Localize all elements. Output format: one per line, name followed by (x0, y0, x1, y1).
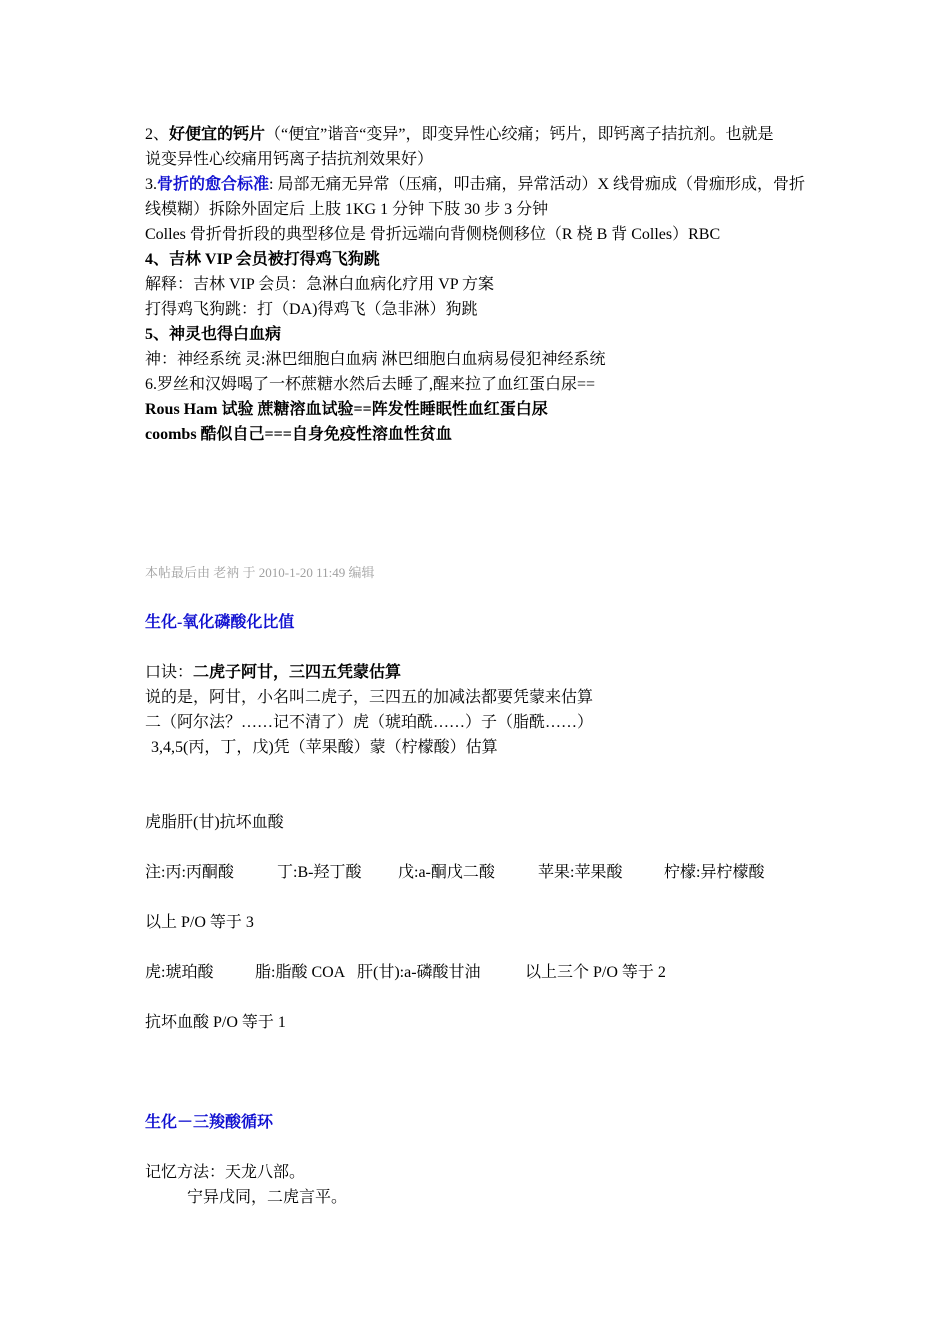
text-line (145, 960, 825, 985)
note-item: 以上三个 P/O 等于 2 (525, 964, 666, 981)
text-line: 解释：吉林 VIP 会员：急淋白血病化疗用 VP 方案 (145, 276, 495, 293)
text-line: Rous Ham 试验 蔗糖溶血试验==阵发性睡眠性血红蛋白尿 (145, 401, 548, 418)
text-line: 说变异性心绞痛用钙离子拮抗剂效果好） (145, 151, 434, 168)
mnemonic-heading: 神灵也得白血病 (169, 326, 282, 343)
text-line: 线模糊）拆除外固定后 上肢 1KG 1 分钟 下肢 30 步 3 分钟 (145, 201, 549, 218)
section-title: 生化－三羧酸循环 (145, 1114, 274, 1131)
item-number: 2、 (145, 126, 170, 143)
note-item: 虎:琥珀酸 (145, 964, 214, 981)
highlighted-heading: 骨折的愈合标准 (157, 176, 270, 193)
text-line: 宁异戊同，二虎言平。 (187, 1189, 348, 1206)
text-line: 说的是，阿甘，小名叫二虎子，三四五的加减法都要凭蒙来估算 (145, 689, 594, 706)
text-line (145, 122, 825, 147)
note-item: 苹果:苹果酸 (538, 864, 623, 881)
text-line: 抗坏血酸 P/O 等于 1 (145, 1014, 286, 1031)
mnemonic-label: 口诀： (145, 664, 194, 681)
text-line: 3,4,5(丙，丁，戊)凭（苹果酸）蒙（柠檬酸）估算 (151, 739, 498, 756)
text-line: coombs 酷似自己===自身免疫性溶血性贫血 (145, 426, 452, 443)
text-line: 打得鸡飞狗跳：打（DA)得鸡飞（急非淋）狗跳 (145, 301, 478, 318)
note-item: 柠檬:异柠檬酸 (664, 864, 765, 881)
note-item: 脂:脂酸 COA (255, 964, 346, 981)
text-line: 虎脂肝(甘)抗坏血酸 (145, 814, 284, 831)
text-line: Colles 骨折骨折段的典型移位是 骨折远端向背侧桡侧移位（R 桡 B 背 Colles）RBC (145, 226, 721, 243)
text-span: （“便宜”谐音“变异”，即变异性心绞痛；钙片，即钙离子拮抗剂。也就是 (265, 126, 774, 143)
note-item: 戊:a-酮戊二酸 (398, 864, 495, 881)
item-number: 4、 (145, 251, 170, 268)
text-line: 神：神经系统 灵:淋巴细胞白血病 淋巴细胞白血病易侵犯神经系统 (145, 351, 606, 368)
item-number: 3. (145, 176, 157, 193)
edit-note: 本帖最后由 老衲 于 2010-1-20 11:49 编辑 (145, 565, 375, 580)
mnemonic-heading: 吉林 VIP 会员被打得鸡飞狗跳 (169, 251, 380, 268)
text-line: 二（阿尔法？……记不清了）虎（琥珀酰……）子（脂酰……） (145, 714, 594, 731)
text-line: 以上 P/O 等于 3 (145, 914, 254, 931)
section-title: 生化-氧化磷酸化比值 (145, 614, 295, 631)
note-item: 丁:B-羟丁酸 (277, 864, 362, 881)
text-line (145, 172, 825, 197)
text-line (145, 322, 825, 347)
note-item: 肝(甘):a-磷酸甘油 (357, 964, 481, 981)
text-line (145, 247, 825, 272)
text-line: 6.罗丝和汉姆喝了一杯蔗糖水然后去睡了,醒来拉了血红蛋白尿== (145, 376, 596, 393)
note-item: 注:丙:丙酮酸 (145, 864, 234, 881)
text-line (145, 860, 825, 885)
text-line (145, 660, 825, 685)
text-line: 记忆方法：天龙八部。 (145, 1164, 306, 1181)
mnemonic-phrase: 二虎子阿甘，三四五凭蒙估算 (193, 664, 402, 681)
item-number: 5、 (145, 326, 170, 343)
text-span: : 局部无痛无异常（压痛，叩击痛，异常活动）X 线骨痂成（骨痂形成，骨折 (269, 176, 806, 193)
mnemonic-heading: 好便宜的钙片 (169, 126, 266, 143)
document-page (145, 122, 825, 1210)
